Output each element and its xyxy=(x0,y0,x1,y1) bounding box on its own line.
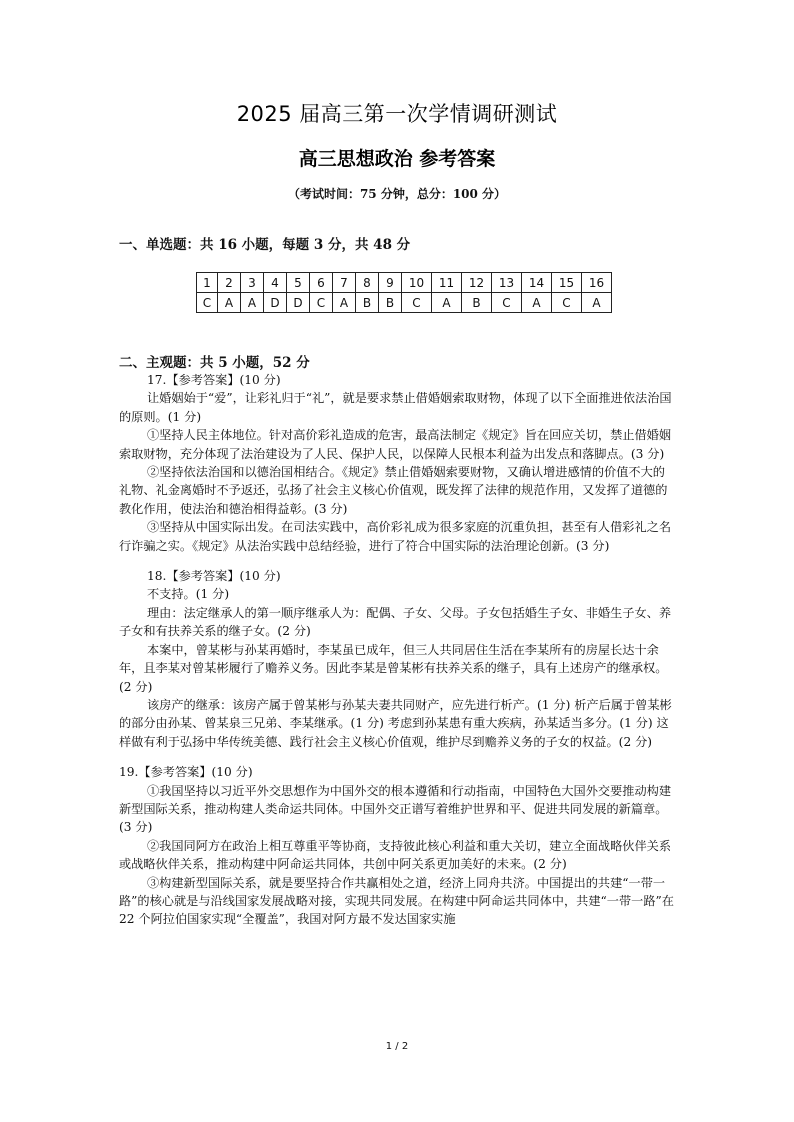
q17-paragraph: 让婚姻始于“爱”，让彩礼归于“礼”，就是要求禁止借婚姻索取财物，体现了以下全面推进依法治国的原则。(1 分) xyxy=(119,391,672,424)
q18-paragraph: 不支持。(1 分) xyxy=(147,587,230,602)
table-cell: D xyxy=(287,293,310,313)
q17-paragraph: ①坚持人民主体地位。针对高价彩礼造成的危害，最高法制定《规定》旨在回应关切，禁止借婚姻索取财物，充分体现了法治建设为了人民、保护人民，以保障人民根本利益为出发点和落脚点。(3 分) xyxy=(119,428,672,461)
answers-body xyxy=(119,371,677,929)
table-cell: 14 xyxy=(522,273,552,293)
table-cell: 10 xyxy=(402,273,432,293)
question-number-row xyxy=(197,273,612,293)
table-cell: B xyxy=(356,293,379,313)
table-cell: 15 xyxy=(552,273,582,293)
table-cell: 16 xyxy=(582,273,612,293)
answer-table xyxy=(196,272,612,313)
answer-row xyxy=(197,293,612,313)
q17-paragraph: ③坚持从中国实际出发。在司法实践中，高价彩礼成为很多家庭的沉重负担，甚至有人借彩礼之名行诈骗之实。《规定》从法治实践中总结经验，进行了符合中国实际的法治理论创新。(3 分) xyxy=(119,520,672,553)
table-cell: 1 xyxy=(197,273,218,293)
q17-paragraph: ②坚持依法治国和以德治国相结合。《规定》禁止借婚姻索要财物，又确认增进感情的价值不大的礼物、礼金离婚时不予返还，弘扬了社会主义核心价值观，既发挥了法律的规范作用，又发挥了道德的教化作用，使法治和德治相得益彰。(3 分) xyxy=(119,465,668,516)
section1-heading: 一、单选题：共 16 小题，每题 3 分，共 48 分 xyxy=(119,237,411,253)
table-cell: A xyxy=(333,293,356,313)
q19-paragraph: ①我国坚持以习近平外交思想作为中国外交的根本遵循和行动指南，中国特色大国外交要推动构建新型国际关系，推动构建人类命运共同体。中国外交正谱写着维护世界和平、促进共同发展的新篇章。(3 分) xyxy=(119,783,672,835)
table-cell: 5 xyxy=(287,273,310,293)
table-cell: A xyxy=(582,293,612,313)
q19-heading: 19.【参考答案】(10 分) xyxy=(119,765,253,780)
table-cell: A xyxy=(522,293,552,313)
table-cell: B xyxy=(379,293,402,313)
table-cell: 3 xyxy=(241,273,264,293)
q18-paragraph: 理由：法定继承人的第一顺序继承人为：配偶、子女、父母。子女包括婚生子女、非婚生子女、养子女和有扶养关系的继子女。(2 分) xyxy=(119,605,672,639)
q17-heading: 17.【参考答案】(10 分) xyxy=(147,373,281,387)
page-title: 2025 届高三第一次学情调研测试 xyxy=(236,102,558,126)
table-cell: A xyxy=(241,293,264,313)
table-cell: C xyxy=(310,293,333,313)
page-number: 1 / 2 xyxy=(385,1041,409,1052)
table-cell: B xyxy=(462,293,492,313)
q18-paragraph: 该房产的继承：该房产属于曾某彬与孙某夫妻共同财产，应先进行析产。(1 分) 析产后属于曾某彬的部分由孙某、曾某泉三兄弟、李某继承。(1 分) 考虑到孙某患有重大疾病，孙某适当多分。(1 分) 这样做有利于弘扬中华传统美德、践行社会主义核心价值观，维护尽到赡养义务的子女的权益。(2 分) xyxy=(119,697,672,749)
table-cell: C xyxy=(197,293,218,313)
table-cell: D xyxy=(264,293,287,313)
table-cell: C xyxy=(402,293,432,313)
table-cell: A xyxy=(432,293,462,313)
q18-paragraph: 本案中，曾某彬与孙某再婚时，李某虽已成年，但三人共同居住生活在李某所有的房屋长达十余年，且李某对曾某彬履行了赡养义务。因此李某是曾某彬有扶养关系的继子，具有上述房产的继承权。(2 分) xyxy=(119,642,668,694)
page-subtitle: 高三思想政治 参考答案 xyxy=(298,148,496,170)
table-cell: 7 xyxy=(333,273,356,293)
table-cell: C xyxy=(552,293,582,313)
table-cell: 9 xyxy=(379,273,402,293)
q19-paragraph: ③构建新型国际关系，就是要坚持合作共赢相处之道，经济上同舟共济。中国提出的共建“一带一路”的核心就是与沿线国家发展战略对接，实现共同发展。在构建中阿命运共同体中，共建“一带一路”在 22 个阿拉伯国家实现“全覆盖”，我国对阿方最不发达国家实施 xyxy=(119,875,674,927)
table-cell: 4 xyxy=(264,273,287,293)
table-cell: 12 xyxy=(462,273,492,293)
section2-heading: 二、主观题：共 5 小题，52 分 xyxy=(119,355,310,371)
table-cell: 2 xyxy=(218,273,241,293)
table-cell: 11 xyxy=(432,273,462,293)
table-cell: 8 xyxy=(356,273,379,293)
exam-info: （考试时间：75 分钟，总分：100 分） xyxy=(287,187,507,201)
table-cell: A xyxy=(218,293,241,313)
q18-heading: 18.【参考答案】(10 分) xyxy=(147,569,281,584)
q19-paragraph: ②我国同阿方在政治上相互尊重平等协商，支持彼此核心利益和重大关切，建立全面战略伙伴关系或战略伙伴关系，推动构建中阿命运共同体，共创中阿关系更加美好的未来。(2 分) xyxy=(119,838,672,872)
table-cell: C xyxy=(492,293,522,313)
table-cell: 13 xyxy=(492,273,522,293)
table-cell: 6 xyxy=(310,273,333,293)
